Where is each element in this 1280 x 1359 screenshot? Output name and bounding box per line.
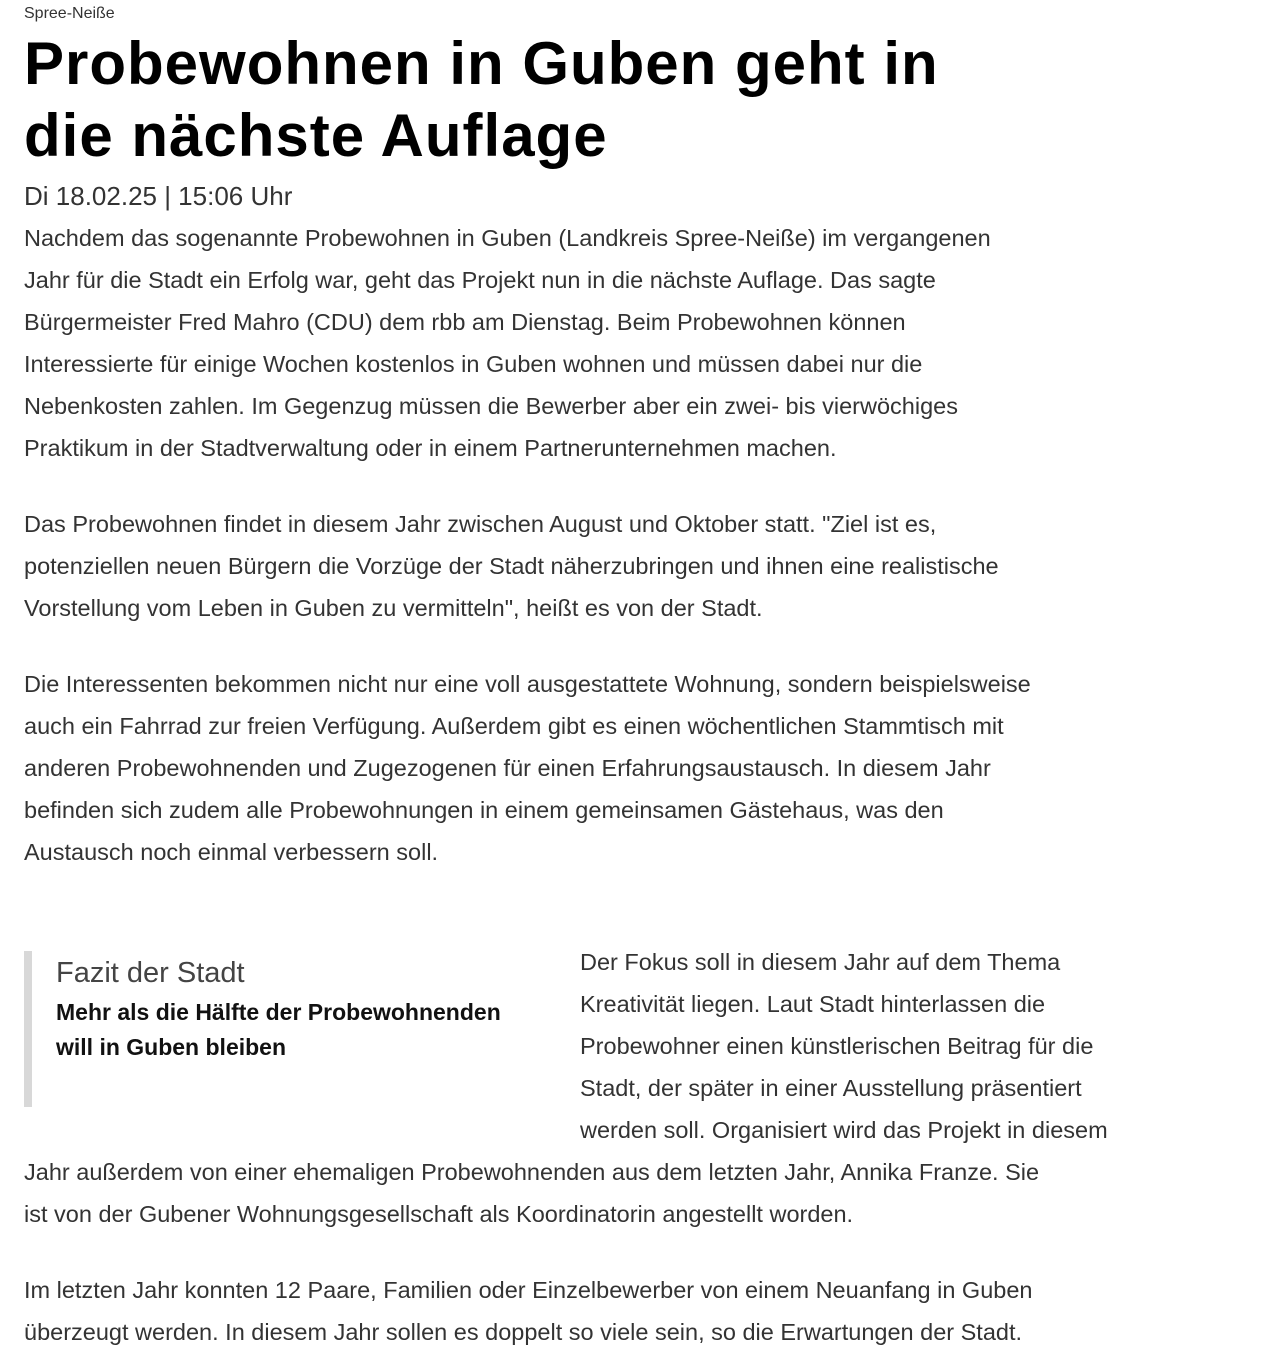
article-date: Di 18.02.25 | 15:06 Uhr — [24, 181, 293, 211]
paragraph-2 — [24, 503, 999, 629]
text-line: Kreativität liegen. Laut Stadt hinterlassen die — [580, 991, 1046, 1017]
pull-quote-box — [24, 951, 536, 1107]
text-line: Die Interessenten bekommen nicht nur eine voll ausgestattete Wohnung, sondern beispielsweise — [24, 671, 1031, 697]
text-line: Jahr für die Stadt ein Erfolg war, geht das Projekt nun in die nächste Auflage. Das sagte — [24, 267, 936, 293]
text-line: Vorstellung vom Leben in Guben zu vermitteln", heißt es von der Stadt. — [24, 595, 763, 621]
text-line: Praktikum in der Stadtverwaltung oder in einem Partnerunternehmen machen. — [24, 435, 837, 461]
article-kicker[interactable]: Spree-Neiße — [24, 5, 115, 22]
paragraph-4 — [580, 941, 1108, 1151]
title-line: die nächste Auflage — [24, 102, 608, 169]
text-line: Bürgermeister Fred Mahro (CDU) dem rbb am Dienstag. Beim Probewohnen können — [24, 309, 906, 335]
pull-quote-title: Fazit der Stadt — [56, 957, 245, 989]
paragraph-4-continued — [24, 1151, 1039, 1235]
text-line: auch ein Fahrrad zur freien Verfügung. Außerdem gibt es einen wöchentlichen Stammtisch mit — [24, 713, 1004, 739]
text-line: ist von der Gubener Wohnungsgesellschaft als Koordinatorin angestellt worden. — [24, 1201, 854, 1227]
paragraph-5 — [24, 1269, 1032, 1353]
article-title — [24, 28, 939, 172]
text-line: Nebenkosten zahlen. Im Gegenzug müssen die Bewerber aber ein zwei- bis vierwöchiges — [24, 393, 958, 419]
paragraph-1 — [24, 217, 991, 469]
text-line: Nachdem das sogenannte Probewohnen in Guben (Landkreis Spree-Neiße) im vergangenen — [24, 225, 991, 251]
text-line: Das Probewohnen findet in diesem Jahr zwischen August und Oktober statt. "Ziel ist es, — [24, 511, 937, 537]
text-line: Austausch noch einmal verbessern soll. — [24, 839, 439, 865]
paragraph-3 — [24, 663, 1031, 873]
text-line: Interessierte für einige Wochen kostenlos in Guben wohnen und müssen dabei nur die — [24, 351, 923, 377]
text-line: Der Fokus soll in diesem Jahr auf dem Thema — [580, 949, 1061, 975]
text-line: befinden sich zudem alle Probewohnungen in einem gemeinsamen Gästehaus, was den — [24, 797, 944, 823]
text-line: Jahr außerdem von einer ehemaligen Probewohnenden aus dem letzten Jahr, Annika Franze. Sie — [24, 1159, 1040, 1185]
title-line: Probewohnen in Guben geht in — [24, 30, 939, 97]
text-line: potenziellen neuen Bürgern die Vorzüge der Stadt näherzubringen und ihnen eine realistische — [24, 553, 999, 579]
text-line: Im letzten Jahr konnten 12 Paare, Familien oder Einzelbewerber von einem Neuanfang in Guben — [24, 1277, 1033, 1303]
text-line: Probewohner einen künstlerischen Beitrag für die — [580, 1033, 1094, 1059]
text-line: werden soll. Organisiert wird das Projekt in diesem — [580, 1117, 1108, 1143]
text-line: überzeugt werden. In diesem Jahr sollen es doppelt so viele sein, so die Erwartungen der Stadt. — [24, 1319, 1023, 1345]
text-line: Stadt, der später in einer Ausstellung präsentiert — [580, 1075, 1082, 1101]
pull-quote-text: Mehr als die Hälfte der Probewohnenden will in Guben bleiben — [56, 999, 501, 1060]
text-line: anderen Probewohnenden und Zugezogenen für einen Erfahrungsaustausch. In diesem Jahr — [24, 755, 991, 781]
